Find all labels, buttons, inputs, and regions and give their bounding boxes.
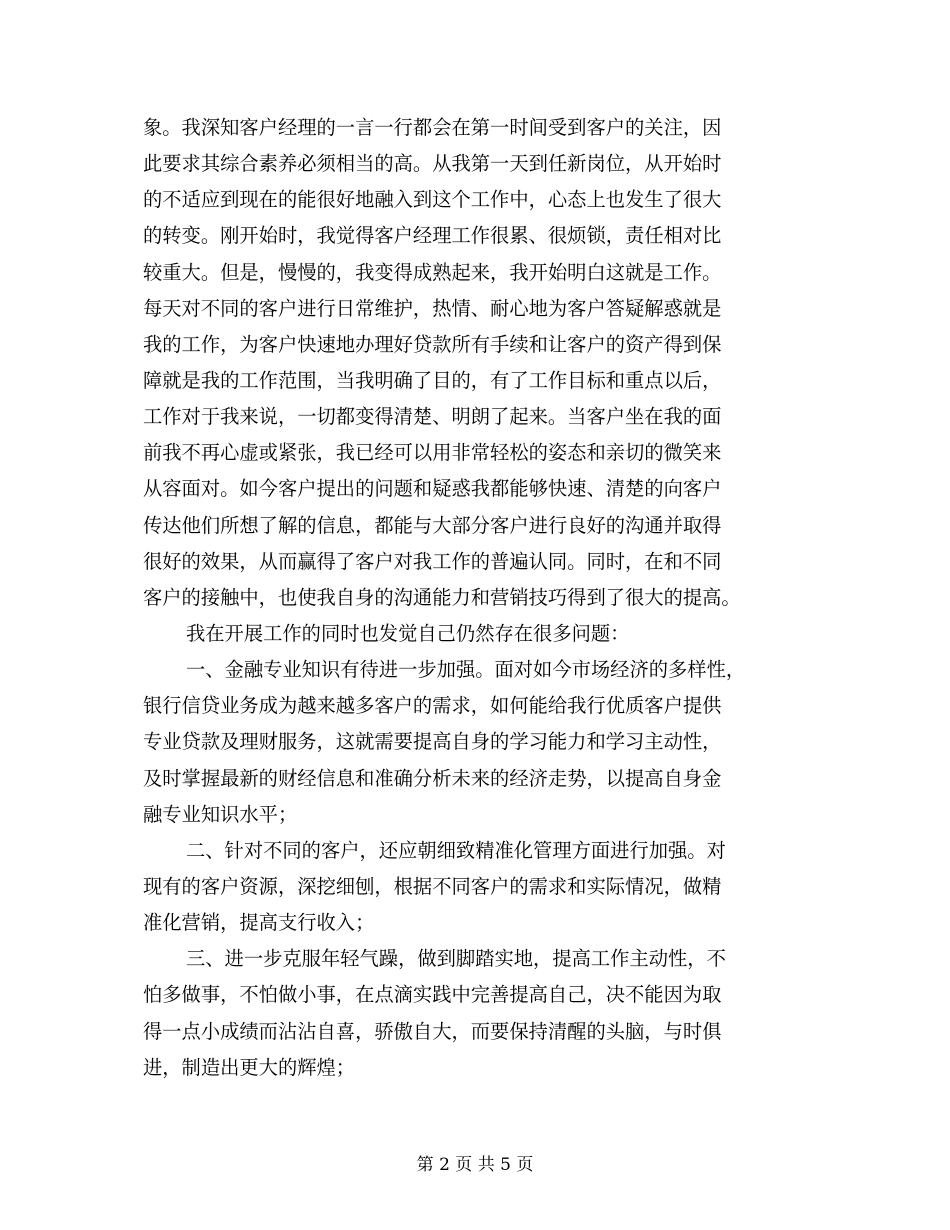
- body-text-line: 的转变。刚开始时，我觉得客户经理工作很累、很烦锁，责任相对比: [143, 224, 722, 247]
- body-text-line: 专业贷款及理财服务，这就需要提高自身的学习能力和学习主动性，: [143, 730, 722, 753]
- body-text-line: 障就是我的工作范围，当我明确了目的，有了工作目标和重点以后，: [143, 369, 722, 392]
- body-text-line: 现有的客户资源，深挖细刨，根据不同客户的需求和实际情况，做精: [143, 875, 722, 898]
- body-text-line: 工作对于我来说，一切都变得清楚、明朗了起来。当客户坐在我的面: [143, 405, 722, 428]
- body-text-line: 融专业知识水平；: [143, 803, 298, 826]
- body-text-line: 从容面对。如今客户提出的问题和疑惑我都能够快速、清楚的向客户: [143, 477, 722, 500]
- body-text-line: 我的工作，为客户快速地办理好贷款所有手续和让客户的资产得到保: [143, 333, 722, 356]
- paragraph-first-line: 二、针对不同的客户，还应朝细致精准化管理方面进行加强。对: [186, 839, 726, 862]
- body-text-line: 客户的接触中，也使我自身的沟通能力和营销技巧得到了很大的提高。: [143, 586, 741, 609]
- body-text-line: 的不适应到现在的能很好地融入到这个工作中，心态上也发生了很大: [143, 188, 722, 211]
- paragraph-first-line: 三、进一步克服年轻气躁，做到脚踏实地，提高工作主动性，不: [186, 947, 726, 970]
- body-text-line: 及时掌握最新的财经信息和准确分析未来的经济走势，以提高自身金: [143, 767, 722, 790]
- body-text-line: 很好的效果，从而赢得了客户对我工作的普遍认同。同时，在和不同: [143, 550, 722, 573]
- body-text-line: 传达他们所想了解的信息，都能与大部分客户进行良好的沟通并取得: [143, 514, 722, 537]
- body-text-line: 此要求其综合素养必须相当的高。从我第一天到任新岗位，从开始时: [143, 152, 722, 175]
- body-text-line: 前我不再心虚或紧张，我已经可以用非常轻松的姿态和亲切的微笑来: [143, 441, 722, 464]
- body-text-line: 每天对不同的客户进行日常维护，热情、耐心地为客户答疑解惑就是: [143, 297, 722, 320]
- body-text-line: 较重大。但是，慢慢的，我变得成熟起来，我开始明白这就是工作。: [143, 261, 722, 284]
- paragraph-first-line: 一、金融专业知识有待进一步加强。面对如今市场经济的多样性，: [186, 658, 746, 681]
- body-text-line: 象。我深知客户经理的一言一行都会在第一时间受到客户的关注，因: [143, 116, 722, 139]
- body-text-line: 银行信贷业务成为越来越多客户的需求，如何能给我行优质客户提供: [143, 694, 722, 717]
- paragraph-first-line: 我在开展工作的同时也发觉自己仍然存在很多问题：: [186, 622, 630, 645]
- body-text-line: 准化营销，提高支行收入；: [143, 911, 375, 934]
- page-number-footer: 第 2 页 共 5 页: [416, 1155, 534, 1175]
- body-text-line: 得一点小成绩而沾沾自喜，骄傲自大，而要保持清醒的头脑，与时俱: [143, 1020, 722, 1043]
- body-text-line: 进，制造出更大的辉煌；: [143, 1056, 356, 1079]
- body-text-line: 怕多做事，不怕做小事，在点滴实践中完善提高自己，决不能因为取: [143, 983, 722, 1006]
